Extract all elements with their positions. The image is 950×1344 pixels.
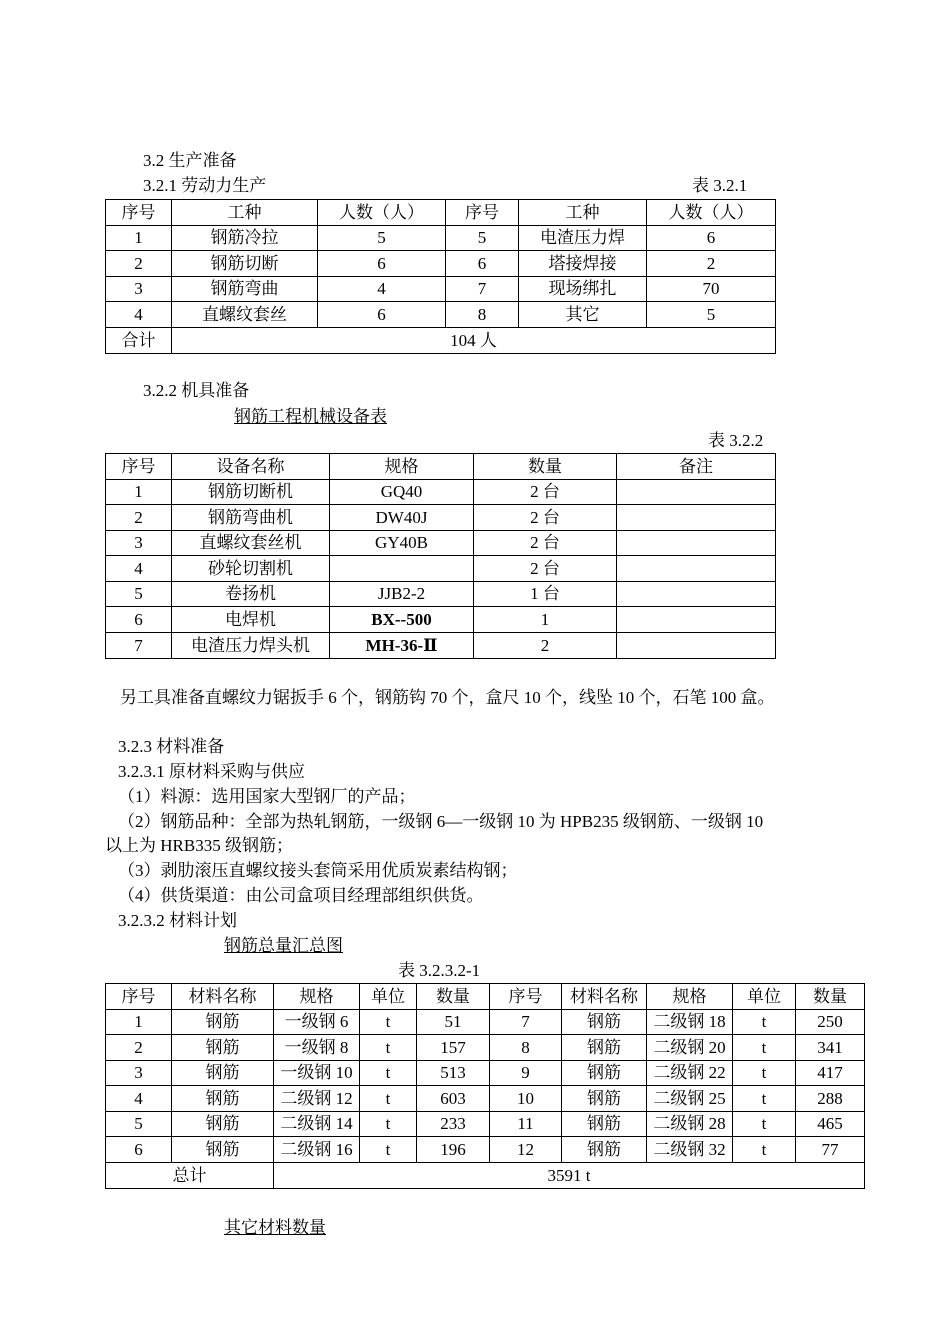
table-cell: 钢筋 [562, 1061, 647, 1086]
table-cell: 钢筋 [562, 1010, 647, 1035]
table-cell [617, 607, 776, 633]
header-cell: 工种 [519, 200, 647, 226]
table-cell: GQ40 [330, 480, 474, 505]
table-row [106, 1010, 865, 1035]
table-title-rebar-summary: 钢筋总量汇总图 [224, 936, 343, 955]
table-cell: 417 [796, 1061, 865, 1086]
table-cell: 4 [318, 277, 446, 302]
header-cell: 备注 [617, 454, 776, 480]
table-cell: t [733, 1112, 796, 1137]
table-cell: 3 [106, 1061, 172, 1086]
table-cell [617, 582, 776, 607]
table-cell: 钢筋 [172, 1061, 274, 1086]
table-cell: 5 [446, 226, 519, 251]
table-cell: 10 [490, 1086, 562, 1112]
table-cell: 465 [796, 1112, 865, 1137]
header-cell: 规格 [330, 454, 474, 480]
table-cell: 6 [446, 251, 519, 277]
header-cell: 数量 [796, 984, 865, 1010]
table-cell: 5 [106, 582, 172, 607]
table-cell: 6 [318, 251, 446, 277]
table-cell: 157 [417, 1035, 490, 1061]
table-row [106, 505, 776, 531]
table-cell: t [733, 1086, 796, 1112]
table-cell: 其它 [519, 302, 647, 328]
table-cell: t [360, 1086, 417, 1112]
header-cell: 设备名称 [172, 454, 330, 480]
table-label-3-2-1: 表 3.2.1 [692, 176, 748, 195]
section-heading-3-2-3-2: 3.2.3.2 材料计划 [118, 911, 237, 930]
table-cell: 513 [417, 1061, 490, 1086]
table-cell: 钢筋 [562, 1112, 647, 1137]
other-materials-title: 其它材料数量 [224, 1218, 326, 1237]
tools-paragraph: 另工具准备直螺纹力锯扳手 6 个，钢筋钩 70 个，盒尺 10 个，线坠 10 个，石笔 100 盒。 [120, 688, 775, 707]
table-cell: 4 [106, 556, 172, 582]
table-cell: 12 [490, 1137, 562, 1163]
section-heading-3-2: 3.2 生产准备 [143, 151, 237, 170]
table-cell: 2 [106, 1035, 172, 1061]
total-label: 总计 [106, 1163, 274, 1189]
table-cell: 6 [106, 1137, 172, 1163]
table-cell: 钢筋切断 [172, 251, 318, 277]
table-row [106, 277, 776, 302]
table-cell: 2 台 [474, 556, 617, 582]
table-cell: t [733, 1137, 796, 1163]
equipment-table [105, 453, 776, 659]
table-header-row [106, 454, 776, 480]
table-cell: 77 [796, 1137, 865, 1163]
table-cell [617, 531, 776, 556]
table-cell: 2 台 [474, 480, 617, 505]
list-item: （1）料源：选用国家大型钢厂的产品； [118, 787, 416, 806]
table-cell: 二级钢 25 [647, 1086, 733, 1112]
table-cell: 钢筋切断机 [172, 480, 330, 505]
table-cell: 2 [106, 251, 172, 277]
table-cell: 7 [446, 277, 519, 302]
table-cell: DW40J [330, 505, 474, 531]
table-cell: 233 [417, 1112, 490, 1137]
table-cell: 钢筋 [172, 1010, 274, 1035]
table-cell: 二级钢 20 [647, 1035, 733, 1061]
section-heading-3-2-3-1: 3.2.3.1 原材料采购与供应 [118, 762, 305, 781]
table-cell: 二级钢 28 [647, 1112, 733, 1137]
table-total-row [106, 328, 776, 354]
table-row [106, 1137, 865, 1163]
table-cell: t [733, 1035, 796, 1061]
table-cell: 钢筋 [562, 1035, 647, 1061]
table-row [106, 1112, 865, 1137]
header-cell: 单位 [360, 984, 417, 1010]
header-cell: 数量 [417, 984, 490, 1010]
table-row [106, 1061, 865, 1086]
table-cell: 直螺纹套丝 [172, 302, 318, 328]
labor-table [105, 199, 776, 354]
table-cell: 250 [796, 1010, 865, 1035]
table-row [106, 480, 776, 505]
table-cell: 2 [647, 251, 776, 277]
table-cell [617, 505, 776, 531]
table-cell [617, 556, 776, 582]
header-cell: 序号 [106, 200, 172, 226]
table-cell: 2 [474, 633, 617, 659]
header-cell: 数量 [474, 454, 617, 480]
table-cell: 5 [106, 1112, 172, 1137]
table-cell [617, 480, 776, 505]
table-cell: t [733, 1010, 796, 1035]
table-label-3-2-2: 表 3.2.2 [708, 431, 764, 450]
table-cell: 塔接焊接 [519, 251, 647, 277]
table-row [106, 582, 776, 607]
table-cell [330, 556, 474, 582]
table-cell: 钢筋弯曲机 [172, 505, 330, 531]
table-cell: 一级钢 10 [274, 1061, 360, 1086]
table-cell: 二级钢 12 [274, 1086, 360, 1112]
table-cell: 一级钢 6 [274, 1010, 360, 1035]
table-header-row [106, 200, 776, 226]
table-cell [617, 633, 776, 659]
table-cell: 钢筋 [172, 1086, 274, 1112]
table-row [106, 1086, 865, 1112]
table-cell: 钢筋 [172, 1112, 274, 1137]
header-cell: 材料名称 [172, 984, 274, 1010]
header-cell: 人数（人） [318, 200, 446, 226]
table-cell: 8 [446, 302, 519, 328]
table-cell: 钢筋 [562, 1086, 647, 1112]
table-cell: 二级钢 18 [647, 1010, 733, 1035]
table-cell: 二级钢 14 [274, 1112, 360, 1137]
table-cell: 6 [318, 302, 446, 328]
list-item: （4）供货渠道：由公司盒项目经理部组织供货。 [118, 886, 484, 905]
table-cell: 二级钢 32 [647, 1137, 733, 1163]
table-cell: 电焊机 [172, 607, 330, 633]
table-row [106, 531, 776, 556]
table-cell: 钢筋弯曲 [172, 277, 318, 302]
table-cell: 51 [417, 1010, 490, 1035]
table-cell: 二级钢 22 [647, 1061, 733, 1086]
section-heading-3-2-1: 3.2.1 劳动力生产 [143, 176, 267, 195]
table-cell: 1 [474, 607, 617, 633]
table-cell: t [360, 1035, 417, 1061]
table-label-3-2-3-2-1: 表 3.2.3.2-1 [398, 961, 481, 980]
header-cell: 序号 [446, 200, 519, 226]
section-heading-3-2-3: 3.2.3 材料准备 [118, 737, 225, 756]
header-cell: 材料名称 [562, 984, 647, 1010]
table-header-row [106, 984, 865, 1010]
list-item: （3）剥肋滚压直螺纹接头套筒采用优质炭素结构钢； [118, 861, 518, 880]
table-cell: 1 [106, 480, 172, 505]
header-cell: 序号 [106, 454, 172, 480]
table-cell: 一级钢 8 [274, 1035, 360, 1061]
table-cell: 9 [490, 1061, 562, 1086]
rebar-summary-table [105, 983, 865, 1189]
table-cell: 现场绑扎 [519, 277, 647, 302]
table-row [106, 1035, 865, 1061]
table-row [106, 607, 776, 633]
table-cell: 二级钢 16 [274, 1137, 360, 1163]
table-row [106, 633, 776, 659]
table-cell: 钢筋 [172, 1137, 274, 1163]
table-cell: 6 [647, 226, 776, 251]
table-cell: 603 [417, 1086, 490, 1112]
table-cell: 1 [106, 1010, 172, 1035]
header-cell: 人数（人） [647, 200, 776, 226]
table-cell: 6 [106, 607, 172, 633]
header-cell: 序号 [490, 984, 562, 1010]
total-value: 104 人 [172, 328, 776, 354]
table-cell: t [360, 1137, 417, 1163]
table-cell: 196 [417, 1137, 490, 1163]
table-cell: 341 [796, 1035, 865, 1061]
table-cell: 钢筋冷拉 [172, 226, 318, 251]
table-cell: 3 [106, 531, 172, 556]
table-cell: t [360, 1112, 417, 1137]
table-cell: 直螺纹套丝机 [172, 531, 330, 556]
table-cell: 2 台 [474, 505, 617, 531]
table-cell: t [360, 1061, 417, 1086]
section-heading-3-2-2: 3.2.2 机具准备 [143, 381, 250, 400]
table-cell: 电渣压力焊 [519, 226, 647, 251]
table-cell: 砂轮切割机 [172, 556, 330, 582]
table-cell: 卷扬机 [172, 582, 330, 607]
table-cell: 钢筋 [172, 1035, 274, 1061]
table-cell: 5 [647, 302, 776, 328]
header-cell: 序号 [106, 984, 172, 1010]
table-cell: 3 [106, 277, 172, 302]
header-cell: 规格 [647, 984, 733, 1010]
table-cell: JJB2-2 [330, 582, 474, 607]
table-cell: 7 [106, 633, 172, 659]
table-cell: 70 [647, 277, 776, 302]
table-cell: MH-36-Ⅱ [330, 633, 474, 659]
table-cell: GY40B [330, 531, 474, 556]
table-cell: 钢筋 [562, 1137, 647, 1163]
table-cell: 11 [490, 1112, 562, 1137]
table-cell: 8 [490, 1035, 562, 1061]
table-cell: 5 [318, 226, 446, 251]
table-title-equipment: 钢筋工程机械设备表 [234, 407, 387, 426]
header-cell: 单位 [733, 984, 796, 1010]
table-row [106, 556, 776, 582]
header-cell: 工种 [172, 200, 318, 226]
table-cell: BX--500 [330, 607, 474, 633]
table-cell: 2 台 [474, 531, 617, 556]
table-row [106, 226, 776, 251]
table-cell: 电渣压力焊头机 [172, 633, 330, 659]
table-cell: 7 [490, 1010, 562, 1035]
total-label: 合计 [106, 328, 172, 354]
table-total-row [106, 1163, 865, 1189]
list-item: （2）钢筋品种：全部为热轧钢筋，一级钢 6—一级钢 10 为 HPB235 级钢筋、一级钢 10 以上为 HRB335 级钢筋； [105, 812, 764, 855]
table-cell: 4 [106, 302, 172, 328]
table-cell: 1 台 [474, 582, 617, 607]
table-cell: t [733, 1061, 796, 1086]
table-cell: 1 [106, 226, 172, 251]
table-row [106, 302, 776, 328]
table-cell: 4 [106, 1086, 172, 1112]
table-cell: 2 [106, 505, 172, 531]
table-cell: t [360, 1010, 417, 1035]
table-row [106, 251, 776, 277]
table-cell: 288 [796, 1086, 865, 1112]
header-cell: 规格 [274, 984, 360, 1010]
total-value: 3591 t [274, 1163, 865, 1189]
